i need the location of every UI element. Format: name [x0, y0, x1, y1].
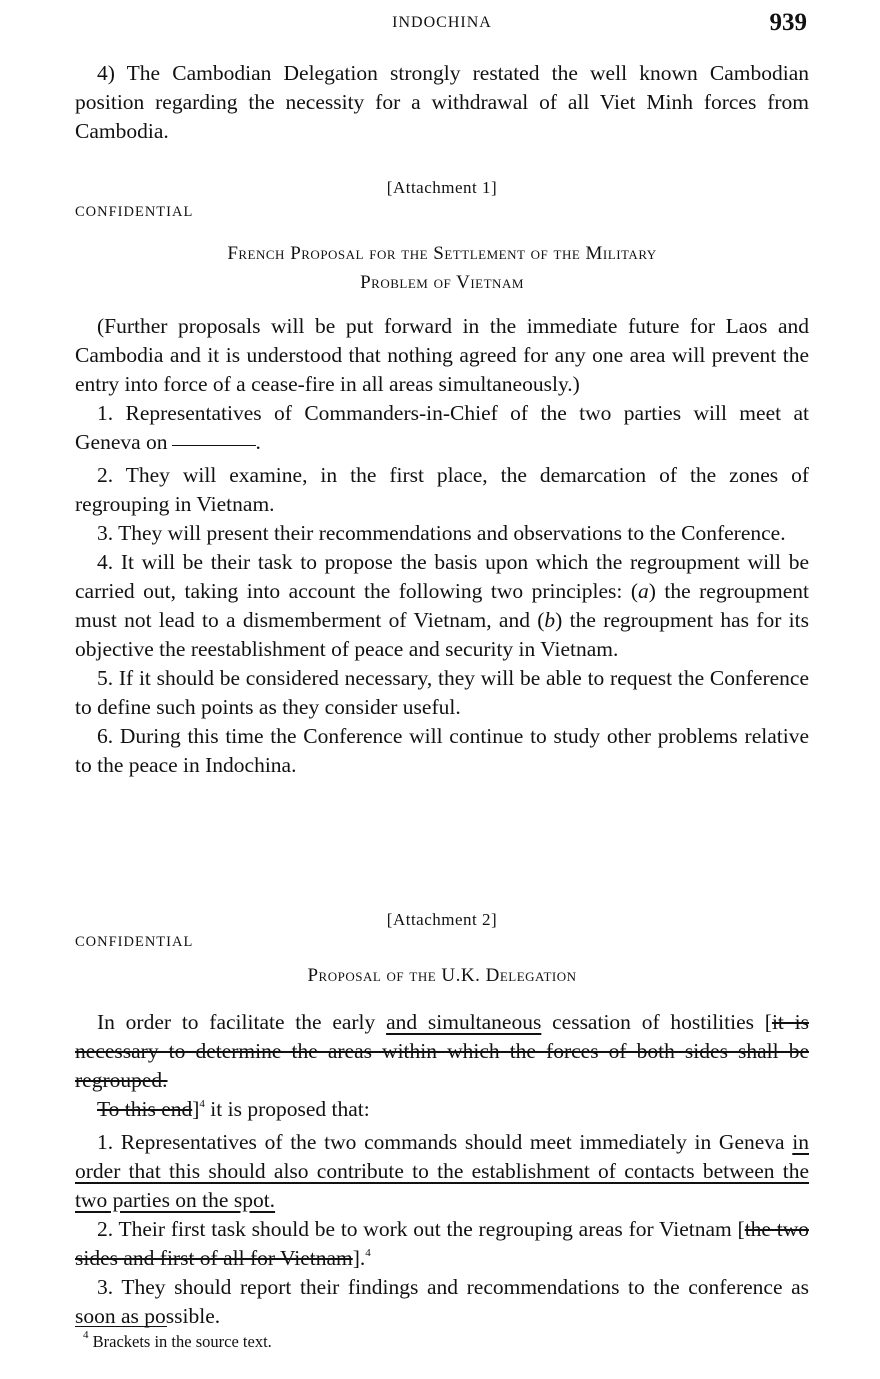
attachment1-item4 — [75, 548, 809, 664]
attachment1-item1-end: . — [255, 430, 261, 454]
attachment1-item3: 3. They will present their recommendations and observations to the Conference. — [97, 521, 786, 545]
attachment2-heading: Proposal of the U.K. Delegation — [307, 965, 577, 986]
attachment1-classification: CONFIDENTIAL — [75, 204, 194, 220]
struck-text: To this end — [97, 1097, 193, 1121]
attachment2-p2-text: it is proposed that: — [204, 1097, 370, 1121]
footnote-reference: 4 — [365, 1247, 371, 1259]
struck-text: the two sides and first of all for Vietnam — [75, 1217, 809, 1270]
attachment2-item2-text: 2. Their first task should be to work out the regrouping areas for Vietnam [ — [97, 1217, 745, 1241]
attachment2-p2-bracket: ] — [192, 1097, 200, 1121]
footnote-marker: 4 — [83, 1329, 89, 1341]
attachment1-item4-letter-b: b — [544, 608, 556, 632]
attachment1-item2: 2. They will examine, in the first place, the demarcation of the zones of regrouping in Vietnam. — [75, 463, 809, 516]
attachment1-item4-part-c: ) the regroupment has for its objective the reestablishment of peace and security in Vietnam. — [75, 608, 809, 661]
attachment2-classification: CONFIDENTIAL — [75, 934, 194, 950]
attachment2-item1 — [75, 1128, 809, 1215]
attachment1-item1-text: 1. Representatives of Commanders-in-Chief of the two parties will meet at Geneva on — [75, 401, 809, 454]
attachment1-item4-part-b: ) the regroupment must not lead to a dismemberment of Vietnam, and ( — [75, 579, 809, 632]
date-blank — [172, 444, 256, 446]
attachment2-label: [Attachment 2] — [386, 910, 498, 929]
intro-paragraph-block — [75, 59, 809, 146]
footnote-text: Brackets in the source text. — [92, 1332, 272, 1351]
attachment1-body — [75, 312, 809, 780]
running-head-title: INDOCHINA — [392, 14, 492, 31]
page-number: 939 — [769, 9, 807, 36]
attachment1-item4-letter-a: a — [637, 579, 649, 603]
attachment1-item5: 5. If it should be considered necessary, they will be able to request the Conference to define such points as they consider useful. — [75, 666, 809, 719]
running-head — [75, 9, 809, 38]
struck-text: it is necessary to determine the areas within which the forces of both sides shall be regrouped. — [75, 1010, 809, 1092]
attachment2-paragraph1 — [75, 1008, 809, 1095]
attachment2-item2-end: ]. — [352, 1246, 366, 1270]
attachment1-heading-line1: French Proposal for the Settlement of the Military — [227, 243, 657, 264]
attachment1-preamble: (Further proposals will be put forward in the immediate future for Laos and Cambodia and it is understood that nothing agreed for any one area will prevent the entry into force of a cease-fire in all areas simultaneously.) — [75, 314, 809, 396]
underlined-insertion: and simultaneous — [386, 1010, 542, 1034]
footnote — [83, 1329, 272, 1352]
footnote-rule — [75, 1326, 167, 1327]
attachment2-paragraph2 — [75, 1095, 809, 1124]
attachment1-heading-line2: Problem of Vietnam — [360, 272, 524, 293]
attachment2-item1-text: 1. Representatives of the two commands should meet immediately in Geneva — [97, 1130, 793, 1154]
attachment1-item1 — [75, 399, 809, 457]
attachment2-body — [75, 1008, 809, 1331]
attachment1-item6: 6. During this time the Conference will continue to study other problems relative to the peace in Indochina. — [75, 724, 809, 777]
footnote-reference: 4 — [199, 1098, 205, 1110]
attachment1-item4-part-a: 4. It will be their task to propose the basis upon which the regroupment will be carried out, taking into account the following two principles: ( — [75, 550, 809, 603]
intro-paragraph: 4) The Cambodian Delegation strongly restated the well known Cambodian position regarding the necessity for a withdrawal of all Viet Minh forces from Cambodia. — [75, 61, 809, 143]
attachment2-p1-part-b: cessation of hostilities [ — [541, 1010, 772, 1034]
attachment1-label: [Attachment 1] — [386, 178, 498, 197]
attachment2-item2 — [75, 1215, 809, 1273]
attachment2-item3: 3. They should report their findings and recommendations to the conference as soon as possible. — [75, 1275, 809, 1328]
attachment1-heading — [75, 239, 809, 297]
attachment2-p1-part-a: In order to facilitate the early — [97, 1010, 387, 1034]
underlined-insertion: in order that this should also contribute to the establishment of contacts between the two parties on the spot. — [75, 1130, 809, 1212]
